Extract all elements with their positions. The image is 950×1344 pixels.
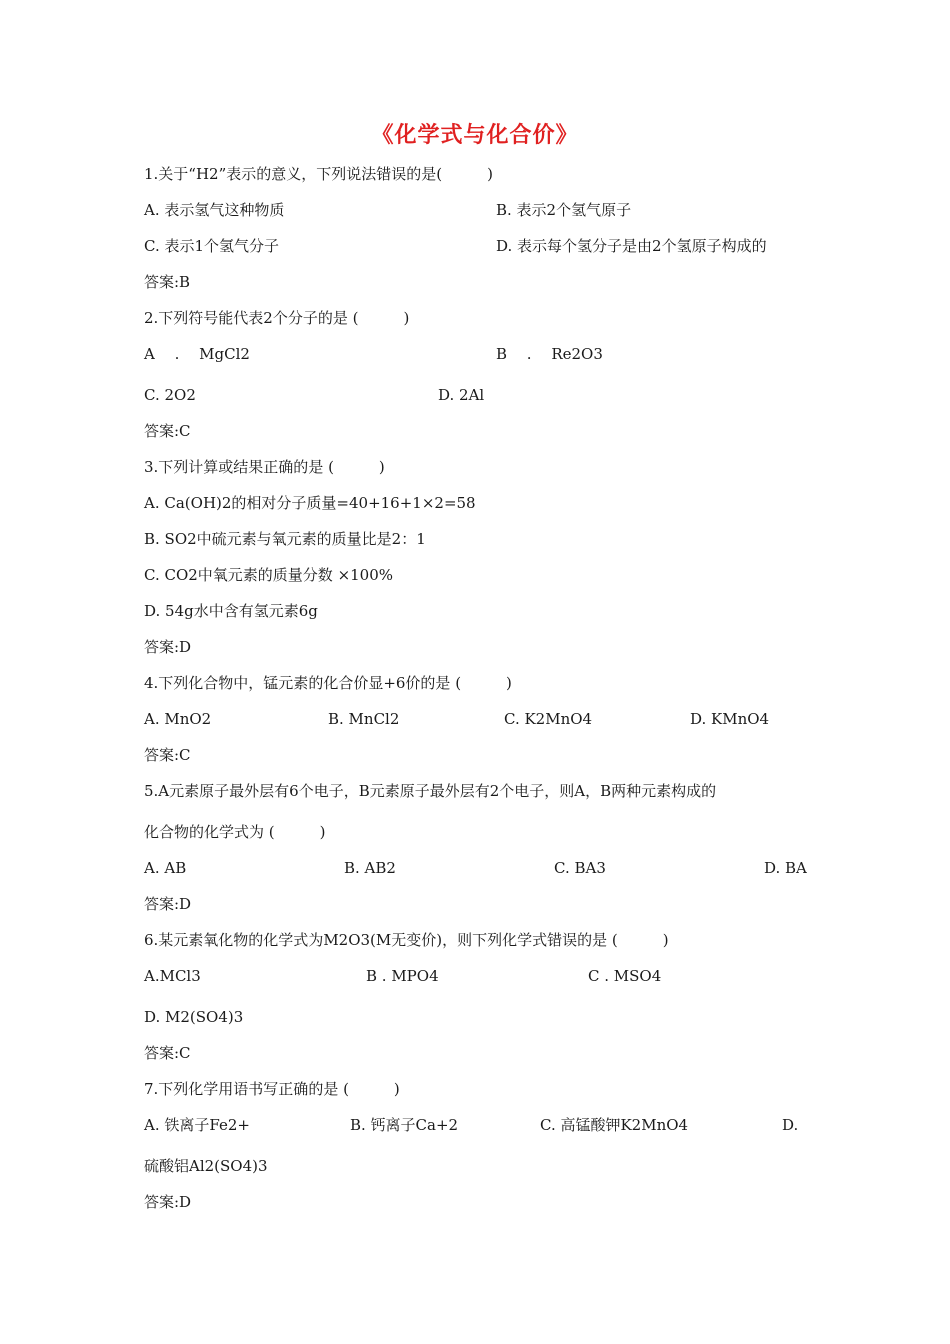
question-2-option-c: C. 2O2	[144, 386, 196, 404]
question-5-stem: 5.A元素原子最外层有6个电子，B元素原子最外层有2个电子，则A，B两种元素构成的	[144, 782, 717, 800]
question-4-option-a: A. MnO2	[144, 710, 212, 728]
question-3-option-c: C. CO2中氧元素的质量分数 ×100%	[144, 566, 394, 584]
question-5-stem-continued: 化合物的化学式为 ( )	[144, 823, 326, 841]
question-3-option-a: A. Ca(OH)2的相对分子质量=40+16+1×2=58	[144, 494, 476, 512]
question-7-answer: 答案:D	[144, 1193, 192, 1211]
question-2-option-a: A . MgCl2	[144, 345, 250, 363]
question-5-option-a: A. AB	[144, 859, 187, 877]
question-7-option-d-text: 硫酸铝Al2(SO4)3	[144, 1157, 268, 1175]
question-5-option-d: D. BA	[764, 859, 807, 877]
question-7-option-b: B. 钙离子Ca+2	[350, 1116, 459, 1134]
question-3-option-b: B. SO2中硫元素与氧元素的质量比是2：1	[144, 530, 426, 548]
question-1-option-d: D. 表示每个氢分子是由2个氢原子构成的	[496, 237, 767, 255]
question-1-answer: 答案:B	[144, 273, 191, 291]
question-6-answer: 答案:C	[144, 1044, 191, 1062]
question-6-option-a: A.MCl3	[144, 967, 201, 985]
question-6-stem: 6.某元素氧化物的化学式为M2O3(M无变价)，则下列化学式错误的是 ( )	[144, 931, 669, 949]
question-3-option-d: D. 54g水中含有氢元素6g	[144, 602, 318, 620]
question-4-stem: 4.下列化合物中，锰元素的化合价显+6价的是 ( )	[144, 674, 512, 692]
question-3-stem: 3.下列计算或结果正确的是 ( )	[144, 458, 385, 476]
question-1-option-a: A. 表示氢气这种物质	[144, 201, 285, 219]
question-4-option-d: D. KMnO4	[690, 710, 770, 728]
question-1-option-c: C. 表示1个氢气分子	[144, 237, 280, 255]
question-2-option-b: B . Re2O3	[496, 345, 603, 363]
question-4-option-b: B. MnCl2	[328, 710, 400, 728]
question-5-option-b: B. AB2	[344, 859, 396, 877]
question-4-answer: 答案:C	[144, 746, 191, 764]
question-7-option-d-label: D.	[782, 1116, 799, 1134]
question-6-option-d: D. M2(SO4)3	[144, 1008, 244, 1026]
question-7-stem: 7.下列化学用语书写正确的是 ( )	[144, 1080, 400, 1098]
question-2-option-d: D. 2Al	[438, 386, 485, 404]
question-1-stem: 1.关于“H2”表示的意义，下列说法错误的是( )	[144, 165, 493, 183]
question-5-option-c: C. BA3	[554, 859, 606, 877]
question-7-option-c: C. 高锰酸钾K2MnO4	[540, 1116, 689, 1134]
document-title: 《化学式与化合价》	[371, 123, 579, 148]
question-2-stem: 2.下列符号能代表2个分子的是 ( )	[144, 309, 410, 327]
question-4-option-c: C. K2MnO4	[504, 710, 593, 728]
question-2-answer: 答案:C	[144, 422, 191, 440]
question-6-option-b: B . MPO4	[366, 967, 439, 985]
question-1-option-b: B. 表示2个氢气原子	[496, 201, 632, 219]
question-6-option-c: C . MSO4	[588, 967, 662, 985]
question-7-option-a: A. 铁离子Fe2+	[144, 1116, 250, 1134]
question-5-answer: 答案:D	[144, 895, 192, 913]
question-3-answer: 答案:D	[144, 638, 192, 656]
